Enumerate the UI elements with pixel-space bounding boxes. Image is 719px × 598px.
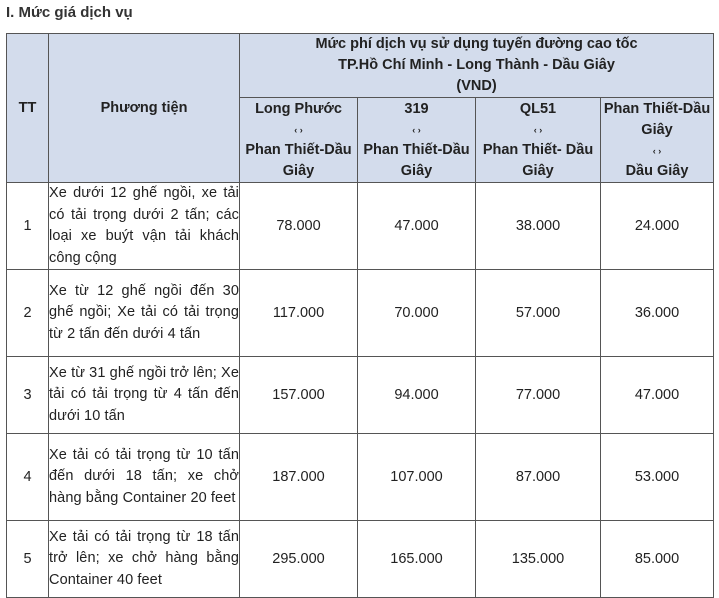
header-route-2 (358, 98, 476, 183)
fee-value: 85.000 (601, 521, 714, 598)
bidirectional-arrow-icon: ‹ › (652, 145, 662, 156)
vehicle-description: Xe dưới 12 ghế ngồi, xe tải có tải trọng dưới 2 tấn; các loại xe buýt vận tải khách công cộng (49, 183, 240, 270)
fee-value: 94.000 (358, 357, 476, 434)
header-fee-group-line1: Mức phí dịch vụ sử dụng tuyến đường cao tốc (315, 36, 638, 52)
header-fee-group (240, 34, 714, 98)
fee-value: 157.000 (240, 357, 358, 434)
vehicle-description: Xe tải có tải trọng từ 18 tấn trở lên; xe chở hàng bằng Container 40 feet (49, 521, 240, 598)
row-number: 1 (7, 183, 49, 270)
fee-table (6, 33, 714, 598)
bidirectional-arrow-icon: ‹ › (294, 124, 303, 135)
fee-value: 47.000 (601, 357, 714, 434)
fee-value: 295.000 (240, 521, 358, 598)
header-route-1 (240, 98, 358, 183)
row-number: 2 (7, 270, 49, 357)
vehicle-description: Xe từ 12 ghế ngồi đến 30 ghế ngồi; Xe tải có tải trọng từ 2 tấn đến dưới 4 tấn (49, 270, 240, 357)
fee-value: 36.000 (601, 270, 714, 357)
fee-value: 38.000 (476, 183, 601, 270)
row-number: 5 (7, 521, 49, 598)
fee-value: 24.000 (601, 183, 714, 270)
section-heading: I. Mức giá dịch vụ (6, 4, 133, 21)
header-fee-group-line2: TP.Hồ Chí Minh - Long Thành - Dầu Giây (338, 57, 615, 73)
fee-value: 47.000 (358, 183, 476, 270)
fee-value: 78.000 (240, 183, 358, 270)
route-from: Long Phước (255, 100, 342, 117)
route-from: 319 (404, 100, 429, 117)
table-row (7, 521, 714, 598)
fee-value: 57.000 (476, 270, 601, 357)
vehicle-description: Xe tải có tải trọng từ 10 tấn đến dưới 18 tấn; xe chở hàng bằng Container 20 feet (49, 434, 240, 521)
header-vehicle: Phương tiện (49, 34, 240, 183)
table-row (7, 183, 714, 270)
bidirectional-arrow-icon: ‹ › (533, 124, 543, 135)
table-row (7, 434, 714, 521)
fee-value: 87.000 (476, 434, 601, 521)
route-to: Dầu Giây (625, 162, 689, 179)
header-tt: TT (7, 34, 49, 183)
fee-value: 70.000 (358, 270, 476, 357)
table-row (7, 270, 714, 357)
table-row (7, 357, 714, 434)
fee-value: 135.000 (476, 521, 601, 598)
bidirectional-arrow-icon: ‹ › (412, 124, 421, 135)
route-to: Phan Thiết- Dầu Giây (482, 141, 594, 179)
vehicle-description: Xe từ 31 ghế ngồi trở lên; Xe tải có tải trọng từ 4 tấn đến dưới 10 tấn (49, 357, 240, 434)
fee-value: 165.000 (358, 521, 476, 598)
fee-value: 53.000 (601, 434, 714, 521)
fee-value: 107.000 (358, 434, 476, 521)
row-number: 4 (7, 434, 49, 521)
route-to: Phan Thiết-Dầu Giây (245, 141, 352, 179)
header-route-4 (601, 98, 714, 183)
route-from: QL51 (519, 100, 557, 117)
route-from: Phan Thiết-Dầu Giây (603, 100, 711, 138)
row-number: 3 (7, 357, 49, 434)
fee-value: 77.000 (476, 357, 601, 434)
fee-value: 187.000 (240, 434, 358, 521)
route-to: Phan Thiết-Dầu Giây (363, 141, 470, 179)
header-fee-group-unit: (VND) (456, 78, 497, 94)
header-route-3 (476, 98, 601, 183)
fee-value: 117.000 (240, 270, 358, 357)
